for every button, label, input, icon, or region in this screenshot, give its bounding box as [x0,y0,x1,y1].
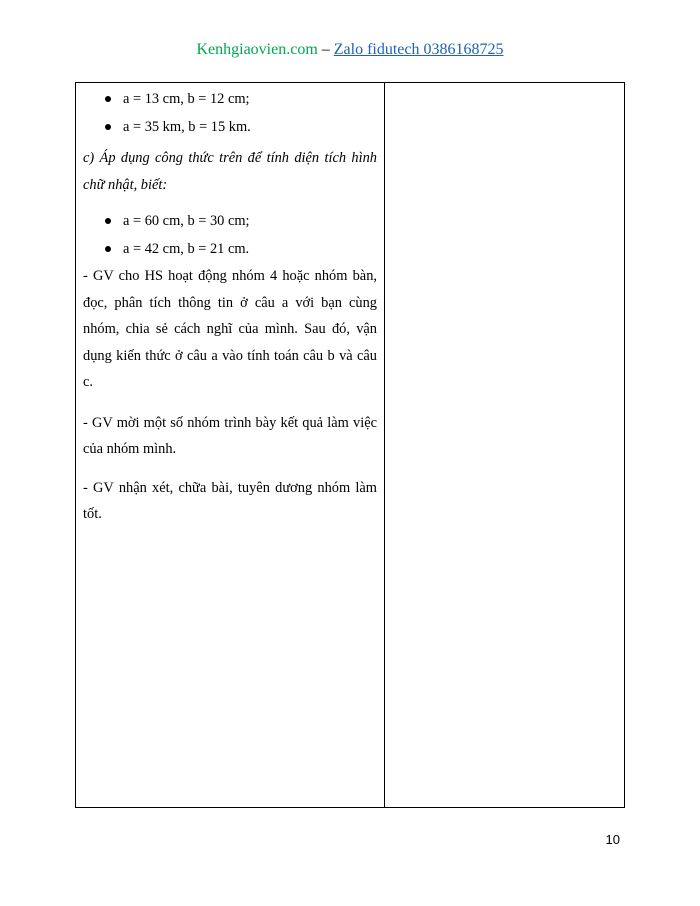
bullet-dot [105,124,111,130]
paragraph-teacher-feedback: - GV nhận xét, chữa bài, tuyên dương nhóm làm tốt. [83,479,377,522]
bullet-dot [105,96,111,102]
list-item: a = 42 cm, b = 21 cm. [83,235,377,263]
bullet-dot [105,218,111,224]
teacher-activity-cell [76,83,385,808]
paragraph-group-work: - GV cho HS hoạt động nhóm 4 hoặc nhóm bàn, đọc, phân tích thông tin ở câu a với bạn cùng nhóm, chia sẻ cách nghĩ của mình. Sau đó, vận dụng kiến thức ở câu a vào tính toán câu b và câu c. [83,268,377,390]
lesson-table [75,82,625,808]
list-item: a = 60 cm, b = 30 cm; [83,207,377,235]
list-item: a = 13 cm, b = 12 cm; [83,85,377,113]
page-number: 10 [605,832,620,847]
part-c-heading: c) Áp dụng công thức trên để tính diện tích hình chữ nhật, biết: [83,150,377,193]
site-name[interactable]: Kenhgiaovien.com [196,41,318,58]
zalo-contact-link[interactable]: Zalo fidutech 0386168725 [333,41,504,58]
bullet-list-b [83,85,377,141]
bullet-list-c [83,207,377,263]
page-header [0,40,700,60]
paragraph-present-results: - GV mời một số nhóm trình bày kết quả làm việc của nhóm mình. [83,414,377,457]
bullet-dot [105,246,111,252]
student-activity-cell [385,83,625,808]
list-item: a = 35 km, b = 15 km. [83,113,377,141]
header-separator: – [317,41,334,58]
